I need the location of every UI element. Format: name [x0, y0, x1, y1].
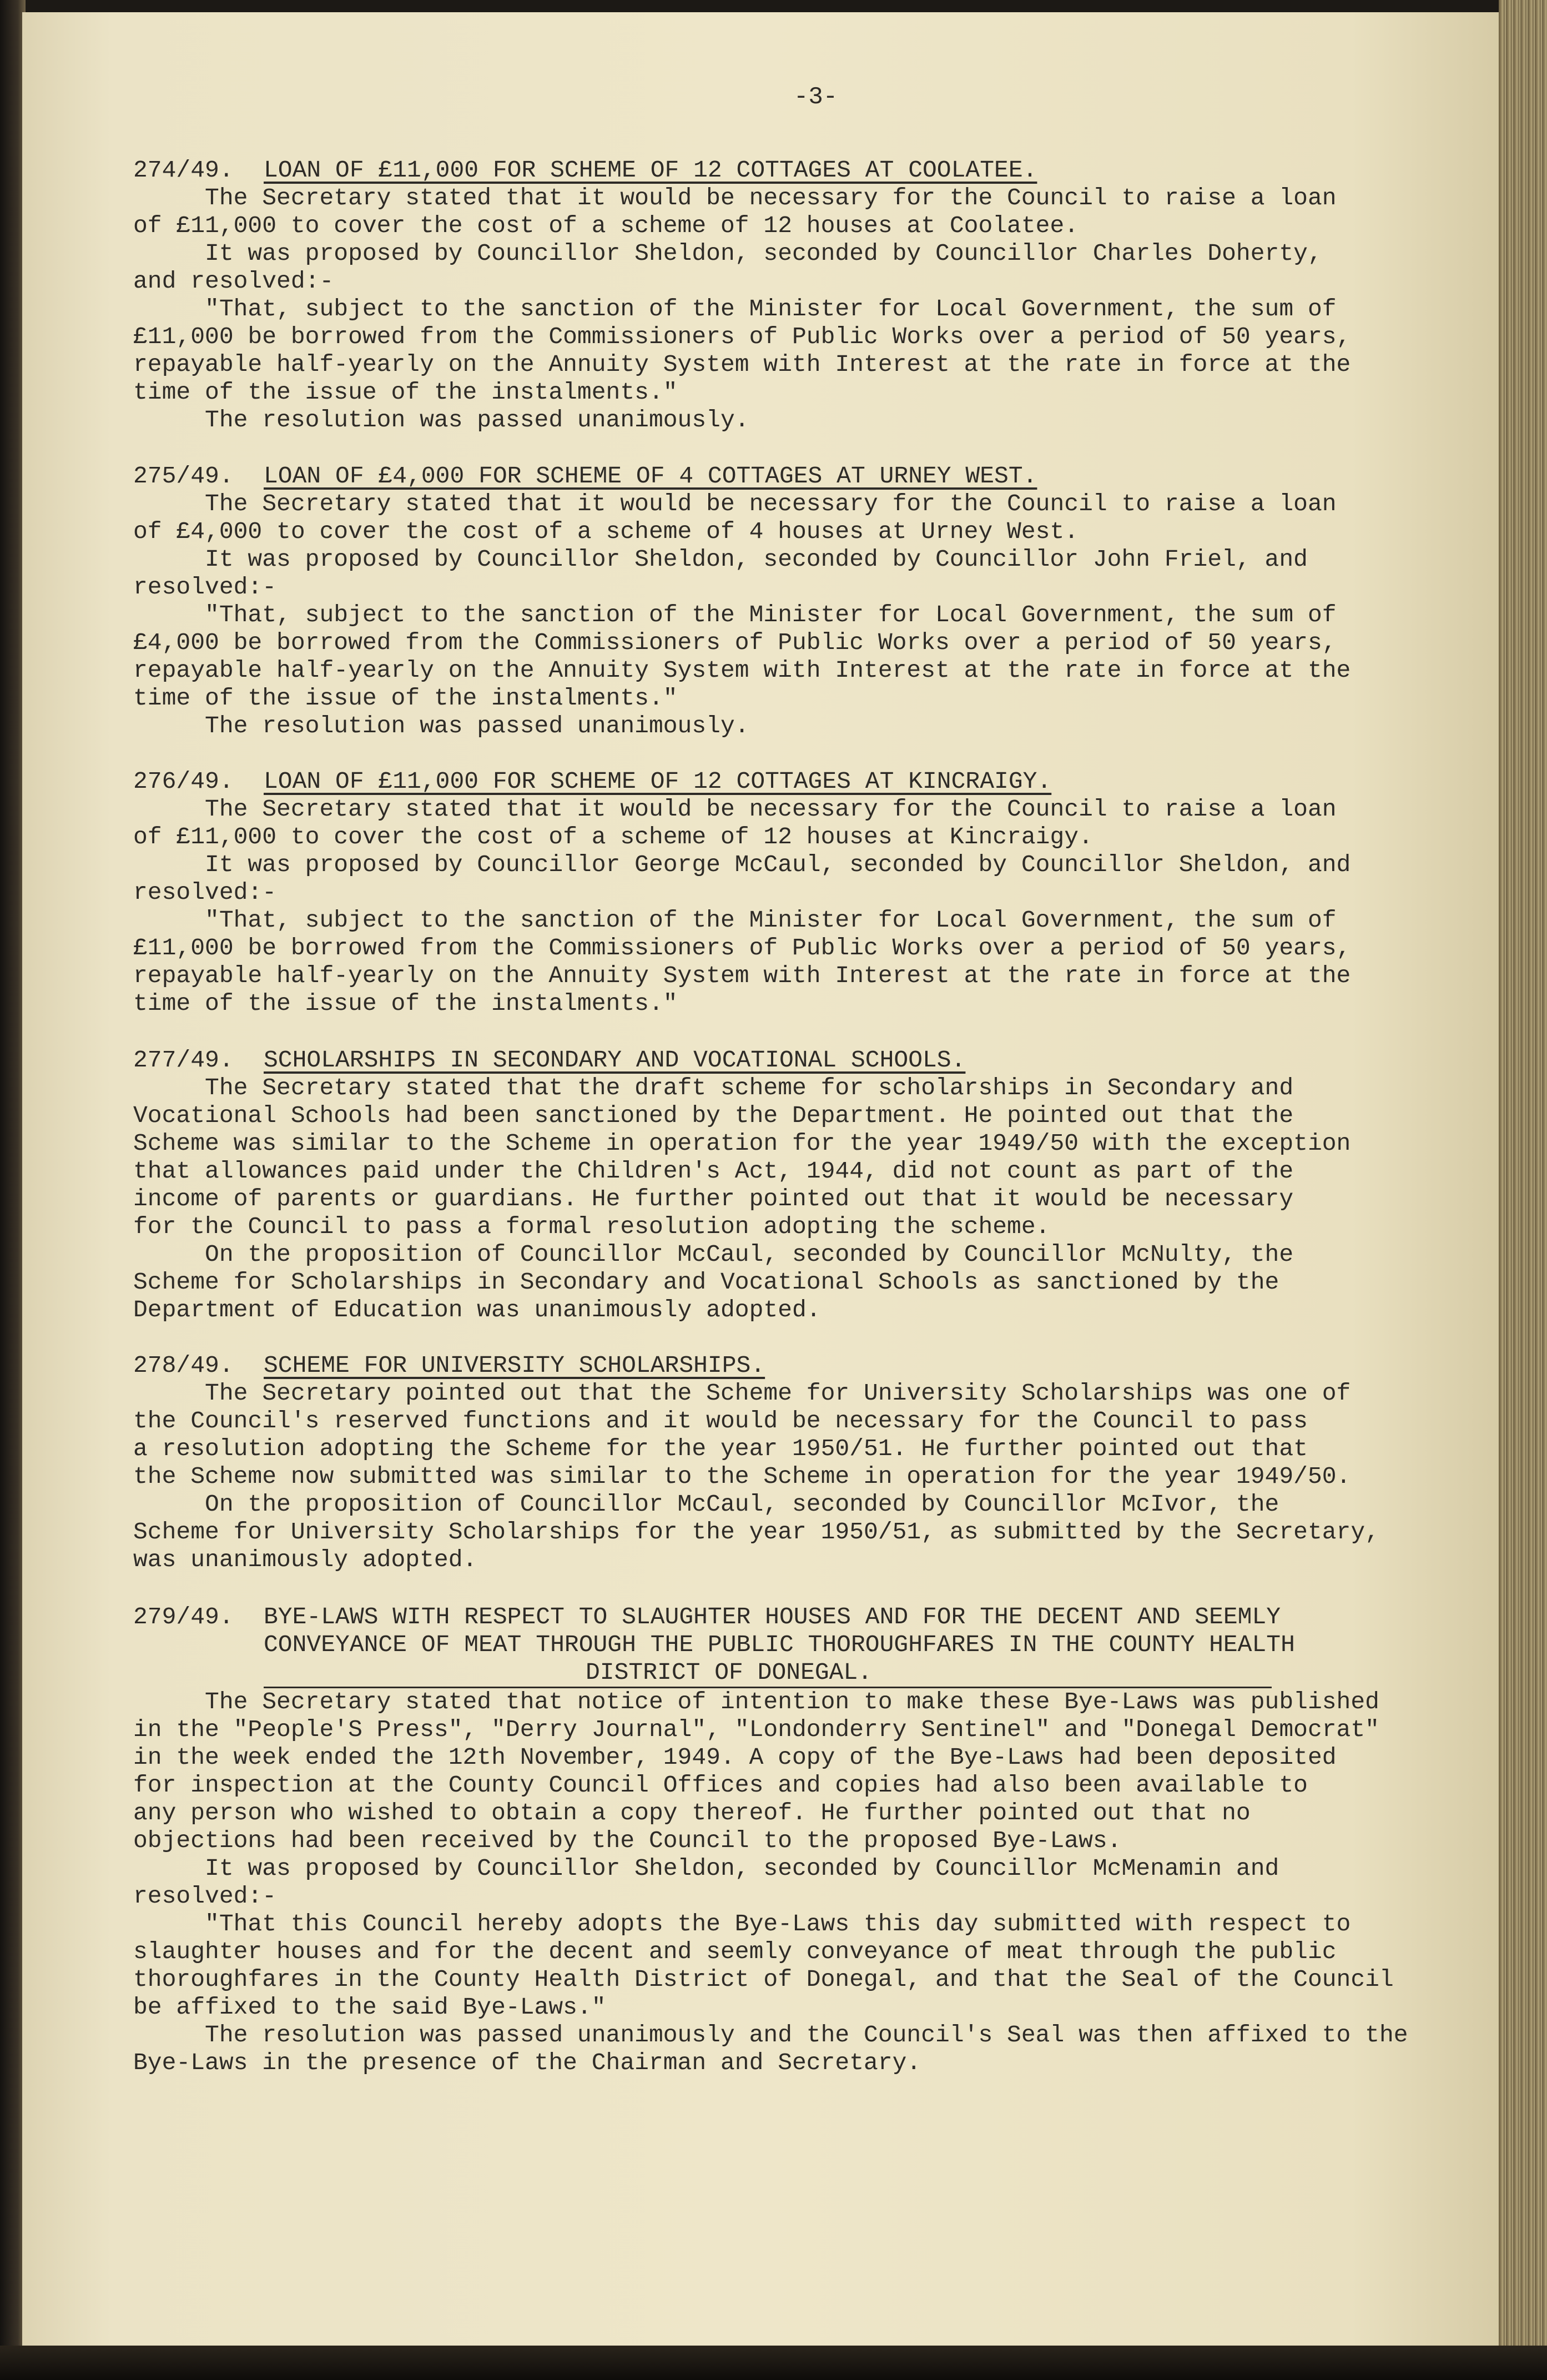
minute-item-276 [133, 768, 1371, 1018]
item-line: The Secretary pointed out that the Scheme for University Scholarships was one of [133, 1380, 1351, 1407]
item-title-line: DISTRICT OF DONEGAL. [264, 1659, 1272, 1688]
item-title: SCHOLARSHIPS IN SECONDARY AND VOCATIONAL SCHOOLS. [264, 1046, 966, 1074]
item-line: time of the issue of the instalments." [133, 379, 678, 406]
item-title-line: BYE-LAWS WITH RESPECT TO SLAUGHTER HOUSES AND FOR THE DECENT AND SEEMLY [264, 1603, 1281, 1631]
minute-item-275 [133, 462, 1371, 740]
item-title: LOAN OF £4,000 FOR SCHEME OF 4 COTTAGES AT URNEY WEST. [264, 462, 1037, 490]
item-number: 276/49. [133, 768, 234, 795]
item-line: for inspection at the County Council Offices and copies had also been available to [133, 1772, 1308, 1799]
item-line: thoroughfares in the County Health District of Donegal, and that the Seal of the Council [133, 1966, 1394, 1993]
item-number: 274/49. [133, 157, 234, 184]
item-line: The Secretary stated that notice of intention to make these Bye-Laws was published [133, 1688, 1379, 1715]
item-line: The Secretary stated that the draft scheme for scholarships in Secondary and [133, 1074, 1294, 1101]
item-line: time of the issue of the instalments." [133, 685, 678, 712]
item-line: resolved:- [133, 879, 277, 906]
item-line: slaughter houses and for the decent and seemly conveyance of meat through the public [133, 1938, 1337, 1965]
item-line: income of parents or guardians. He further pointed out that it would be necessary [133, 1185, 1294, 1212]
item-line: of £11,000 to cover the cost of a scheme of 12 houses at Kincraigy. [133, 823, 1093, 851]
item-line: in the week ended the 12th November, 1949. A copy of the Bye-Laws had been deposited [133, 1744, 1337, 1771]
item-line: objections had been received by the Council to the proposed Bye-Laws. [133, 1827, 1122, 1854]
item-line: Department of Education was unanimously adopted. [133, 1296, 821, 1324]
item-line: in the "People'S Press", "Derry Journal", "Londonderry Sentinel" and "Donegal Democrat" [133, 1716, 1379, 1743]
item-line: resolved:- [133, 573, 277, 601]
item-line: for the Council to pass a formal resolution adopting the scheme. [133, 1213, 1050, 1240]
item-line: The resolution was passed unanimously. [133, 712, 749, 739]
item-line: It was proposed by Councillor George McCaul, seconded by Councillor Sheldon, and [133, 851, 1351, 878]
item-heading [133, 157, 1371, 184]
item-line: The Secretary stated that it would be necessary for the Council to raise a loan [133, 184, 1337, 212]
item-heading [133, 1046, 1371, 1074]
item-number: 275/49. [133, 462, 234, 490]
item-heading [133, 1603, 1371, 1631]
item-line: was unanimously adopted. [133, 1546, 477, 1573]
item-line: of £4,000 to cover the cost of a scheme of 4 houses at Urney West. [133, 518, 1079, 545]
item-line: a resolution adopting the Scheme for the year 1950/51. He further pointed out that [133, 1435, 1308, 1462]
item-line: £11,000 be borrowed from the Commissioners of Public Works over a period of 50 years, [133, 323, 1351, 350]
item-line: Scheme was similar to the Scheme in operation for the year 1949/50 with the exception [133, 1130, 1351, 1157]
item-line: "That, subject to the sanction of the Minister for Local Government, the sum of [133, 601, 1337, 628]
item-number: 279/49. [133, 1603, 234, 1631]
item-number: 277/49. [133, 1046, 234, 1074]
item-line: time of the issue of the instalments." [133, 990, 678, 1017]
item-line: repayable half-yearly on the Annuity System with Interest at the rate in force at the [133, 657, 1351, 684]
item-number: 278/49. [133, 1352, 234, 1379]
item-line: The resolution was passed unanimously. [133, 406, 749, 434]
item-line: Scheme for University Scholarships for the year 1950/51, as submitted by the Secretary, [133, 1518, 1379, 1546]
item-line: £4,000 be borrowed from the Commissioners of Public Works over a period of 50 years, [133, 629, 1337, 656]
item-line: the Scheme now submitted was similar to the Scheme in operation for the year 1949/50. [133, 1463, 1351, 1490]
item-title: LOAN OF £11,000 FOR SCHEME OF 12 COTTAGES AT COOLATEE. [264, 157, 1037, 184]
item-line: Bye-Laws in the presence of the Chairman and Secretary. [133, 2049, 921, 2076]
item-line: "That this Council hereby adopts the Bye-Laws this day submitted with respect to [133, 1910, 1351, 1938]
item-heading [133, 1352, 1371, 1380]
item-title: LOAN OF £11,000 FOR SCHEME OF 12 COTTAGES AT KINCRAIGY. [264, 768, 1052, 795]
item-line: be affixed to the said Bye-Laws." [133, 1994, 606, 2021]
item-line: £11,000 be borrowed from the Commissioners of Public Works over a period of 50 years, [133, 934, 1351, 962]
item-line: Scheme for Scholarships in Secondary and Vocational Schools as sanctioned by the [133, 1269, 1279, 1296]
page-number: -3- [794, 83, 838, 111]
minute-item-279 [133, 1603, 1408, 2077]
item-line: The Secretary stated that it would be necessary for the Council to raise a loan [133, 490, 1337, 517]
item-title-line: CONVEYANCE OF MEAT THROUGH THE PUBLIC THOROUGHFARES IN THE COUNTY HEALTH [264, 1631, 1295, 1658]
book-bottom-edge [0, 2346, 1547, 2380]
item-line: resolved:- [133, 1883, 277, 1910]
item-line: The resolution was passed unanimously and the Council's Seal was then affixed to the [133, 2021, 1408, 2049]
book-binding-gutter [1499, 0, 1547, 2380]
item-title-row [133, 1659, 1371, 1688]
minute-item-277 [133, 1046, 1371, 1324]
item-line: "That, subject to the sanction of the Minister for Local Government, the sum of [133, 295, 1337, 323]
item-line: of £11,000 to cover the cost of a scheme of 12 houses at Coolatee. [133, 212, 1079, 239]
minute-item-278 [133, 1352, 1379, 1574]
item-heading [133, 768, 1371, 796]
item-line: repayable half-yearly on the Annuity System with Interest at the rate in force at the [133, 351, 1351, 378]
item-line: On the proposition of Councillor McCaul, seconded by Councillor McNulty, the [133, 1241, 1294, 1268]
item-line: The Secretary stated that it would be necessary for the Council to raise a loan [133, 796, 1337, 823]
item-title-row [133, 1631, 1371, 1659]
item-line: On the proposition of Councillor McCaul, seconded by Councillor McIvor, the [133, 1491, 1279, 1518]
item-line: It was proposed by Councillor Sheldon, seconded by Councillor John Friel, and [133, 546, 1308, 573]
item-line: repayable half-yearly on the Annuity System with Interest at the rate in force at the [133, 962, 1351, 989]
item-line: that allowances paid under the Children's Act, 1944, did not count as part of the [133, 1158, 1294, 1185]
item-line: "That, subject to the sanction of the Minister for Local Government, the sum of [133, 907, 1337, 934]
item-heading [133, 462, 1371, 490]
item-line: and resolved:- [133, 268, 334, 295]
item-line: the Council's reserved functions and it would be necessary for the Council to pass [133, 1407, 1308, 1435]
item-line: It was proposed by Councillor Sheldon, seconded by Councillor McMenamin and [133, 1855, 1279, 1882]
item-line: Vocational Schools had been sanctioned by the Department. He pointed out that the [133, 1102, 1294, 1129]
item-line: any person who wished to obtain a copy thereof. He further pointed out that no [133, 1799, 1251, 1826]
item-line: It was proposed by Councillor Sheldon, seconded by Councillor Charles Doherty, [133, 240, 1322, 267]
item-title: SCHEME FOR UNIVERSITY SCHOLARSHIPS. [264, 1352, 765, 1379]
minute-item-274 [133, 157, 1371, 434]
